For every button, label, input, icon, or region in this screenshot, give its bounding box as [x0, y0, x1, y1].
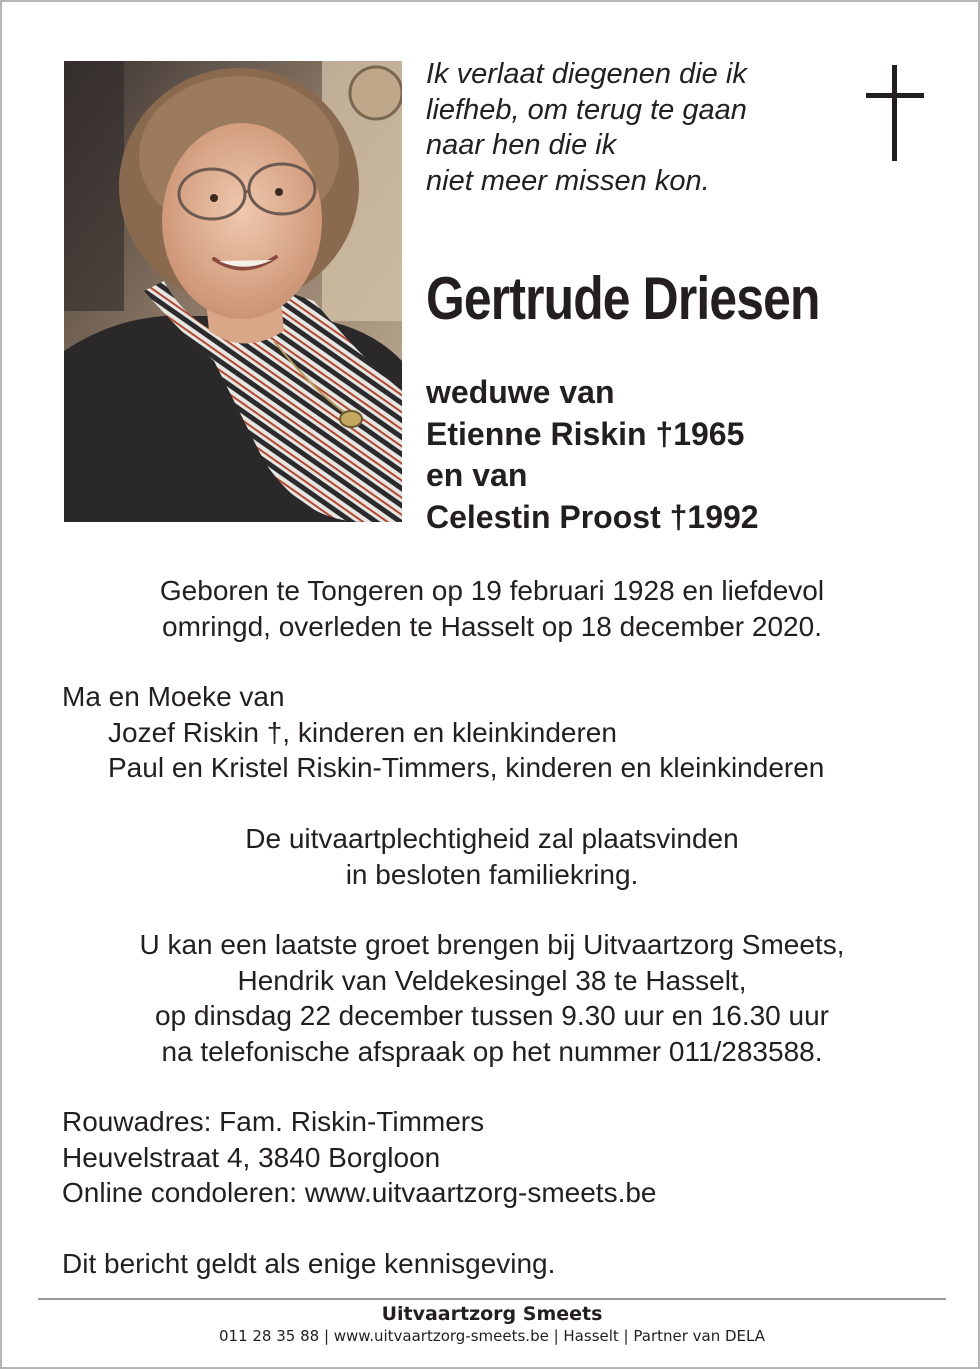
notice-text — [62, 1246, 555, 1282]
poem — [426, 57, 747, 199]
condolence-line: Online condoleren: www.uitvaartzorg-smeets.be — [62, 1177, 657, 1208]
widow-line: weduwe van — [426, 374, 615, 410]
footer-contact: 011 28 35 88 | www.uitvaartzorg-smeets.be | Hasselt | Partner van DELA — [218, 1327, 765, 1345]
family-member: Jozef Riskin †, kinderen en kleinkinderen — [108, 716, 617, 748]
poem-line: Ik verlaat diegenen die ik — [426, 58, 747, 90]
farewell-text — [42, 927, 942, 1069]
portrait-photo — [64, 61, 402, 522]
cross-icon — [866, 65, 924, 161]
poem-line: liefheb, om terug te gaan — [426, 93, 747, 126]
death-line: omringd, overleden te Hasselt op 18 december 2020. — [162, 610, 822, 642]
widow-line: Celestin Proost †1992 — [426, 498, 759, 535]
farewell-line: op dinsdag 22 december tussen 9.30 uur en 16.30 uur — [154, 1000, 830, 1031]
family-block — [62, 679, 824, 786]
footer-divider — [38, 1298, 946, 1300]
farewell-line: Hendrik van Veldekesingel 38 te Hasselt, — [237, 964, 747, 996]
footer-title: Uitvaartzorg Smeets — [381, 1303, 603, 1325]
ceremony-line: in besloten familiekring. — [345, 858, 639, 890]
poem-line: niet meer missen kon. — [426, 164, 710, 197]
ceremony-line: De uitvaartplechtigheid zal plaatsvinden — [245, 823, 739, 854]
address-line: Rouwadres: Fam. Riskin-Timmers — [62, 1106, 485, 1137]
poem-line: naar hen die ik — [426, 129, 617, 161]
widow-of — [426, 372, 759, 538]
ceremony-text — [42, 821, 942, 892]
address-line: Heuvelstraat 4, 3840 Borgloon — [62, 1141, 441, 1173]
widow-line: en van — [426, 457, 528, 493]
birth-death-text — [42, 573, 942, 644]
address-block — [62, 1104, 657, 1211]
family-intro: Ma en Moeke van — [62, 681, 285, 712]
birth-line: Geboren te Tongeren op 19 februari 1928 en liefdevol — [159, 575, 825, 606]
farewell-line: na telefonische afspraak op het nummer 011/283588. — [161, 1035, 823, 1067]
deceased-name: Gertrude Driesen — [426, 265, 820, 332]
farewell-line: U kan een laatste groet brengen bij Uitvaartzorg Smeets, — [139, 929, 845, 960]
notice-line: Dit bericht geldt als enige kennisgeving. — [62, 1248, 556, 1279]
family-member: Paul en Kristel Riskin-Timmers, kinderen en kleinkinderen — [108, 752, 825, 783]
widow-line: Etienne Riskin †1965 — [426, 415, 745, 452]
